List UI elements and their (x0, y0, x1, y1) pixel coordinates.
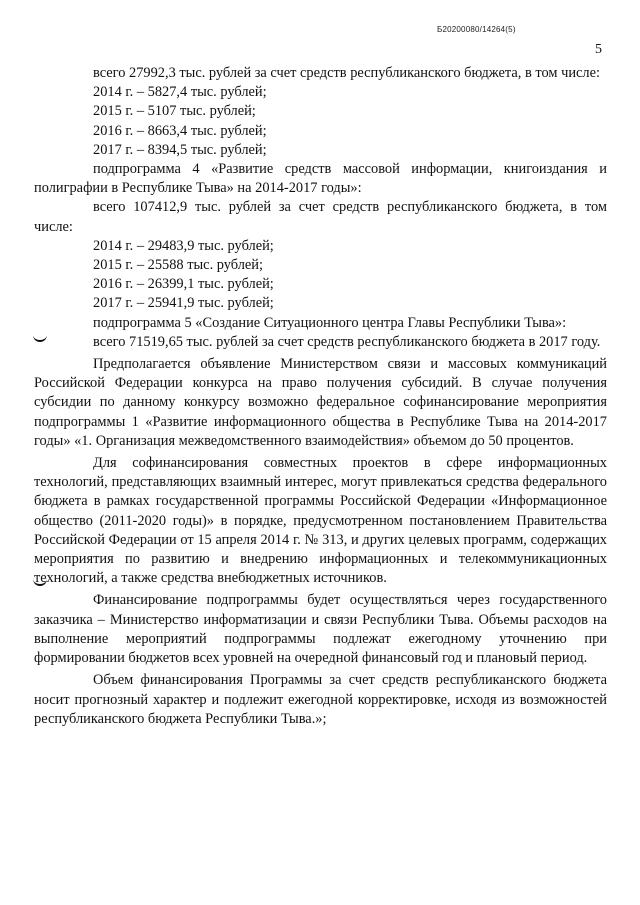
document-id: Б20200080/14264(5) (437, 25, 516, 34)
subprogram-heading: подпрограмма 5 «Создание Ситуационного центра Главы Республики Тыва»: (93, 314, 567, 331)
paragraph: Для софинансирования совместных проектов в сфере информационных технологий, представляющих взаимный интерес, могут привлекаться средства федерального бюджета в рамках государственной программы Российской Федерации «Информационное общество (2011-2020 годы)» в порядке, предусмотренном постановлением Правительства Российской Федерации от 15 апреля 2014 г. № 313, и других целевых программ, содержащих мероприятия по развитию и внедрению информационных и телекоммуникационных технологий, а также средства внебюджетных источников. (34, 455, 607, 587)
year-amount-line: 2016 г. – 26399,1 тыс. рублей; (93, 276, 274, 293)
document-body (34, 64, 607, 729)
year-amount-line: 2016 г. – 8663,4 тыс. рублей; (93, 122, 267, 139)
year-amount-line: 2017 г. – 25941,9 тыс. рублей; (93, 295, 274, 312)
paragraph: Предполагается объявление Министерством связи и массовых коммуникаций Российской Федерации конкурса на право получения субсидий. В случае получения субсидии по данному конкурсу возможно федеральное софинансирование мероприятия подпрограммы 1 «Развитие информационного общества в Республике Тыва на 2014-2017 годы» «1. Организация межведомственного взаимодействия» объемом до 50 процентов. (34, 356, 607, 449)
page-number: 5 (595, 42, 602, 57)
year-amount-line: 2017 г. – 8394,5 тыс. рублей; (93, 141, 267, 158)
year-amount-line: 2015 г. – 5107 тыс. рублей; (93, 103, 256, 120)
paragraph: всего 27992,3 тыс. рублей за счет средств республиканского бюджета, в том числе: (93, 65, 600, 81)
year-amount-line: 2014 г. – 5827,4 тыс. рублей; (93, 84, 267, 101)
paragraph: Объем финансирования Программы за счет средств республиканского бюджета носит прогнозный характер и подлежит ежегодной корректировке, исходя из возможностей республиканского бюджета Республики Тыва.»; (34, 672, 607, 727)
year-amount-line: 2015 г. – 25588 тыс. рублей; (93, 257, 264, 274)
subprogram-heading: подпрограмма 4 «Развитие средств массовой информации, книгоиздания и полиграфии в Республике Тыва» на 2014-2017 годы»: (34, 161, 607, 197)
paragraph: Финансирование подпрограммы будет осуществляться через государственного заказчика – Министерство информатизации и связи Республики Тыва. Объемы расходов на выполнение мероприятий подпрограммы подлежат ежегодному уточнению при формировании бюджетов всех уровней на очередной финансовый год и плановый период. (34, 592, 607, 667)
paragraph: всего 71519,65 тыс. рублей за счет средств республиканского бюджета в 2017 году. (93, 333, 601, 350)
paragraph: всего 107412,9 тыс. рублей за счет средств республиканского бюджета, в том числе: (34, 199, 607, 235)
year-amount-line: 2014 г. – 29483,9 тыс. рублей; (93, 237, 274, 254)
